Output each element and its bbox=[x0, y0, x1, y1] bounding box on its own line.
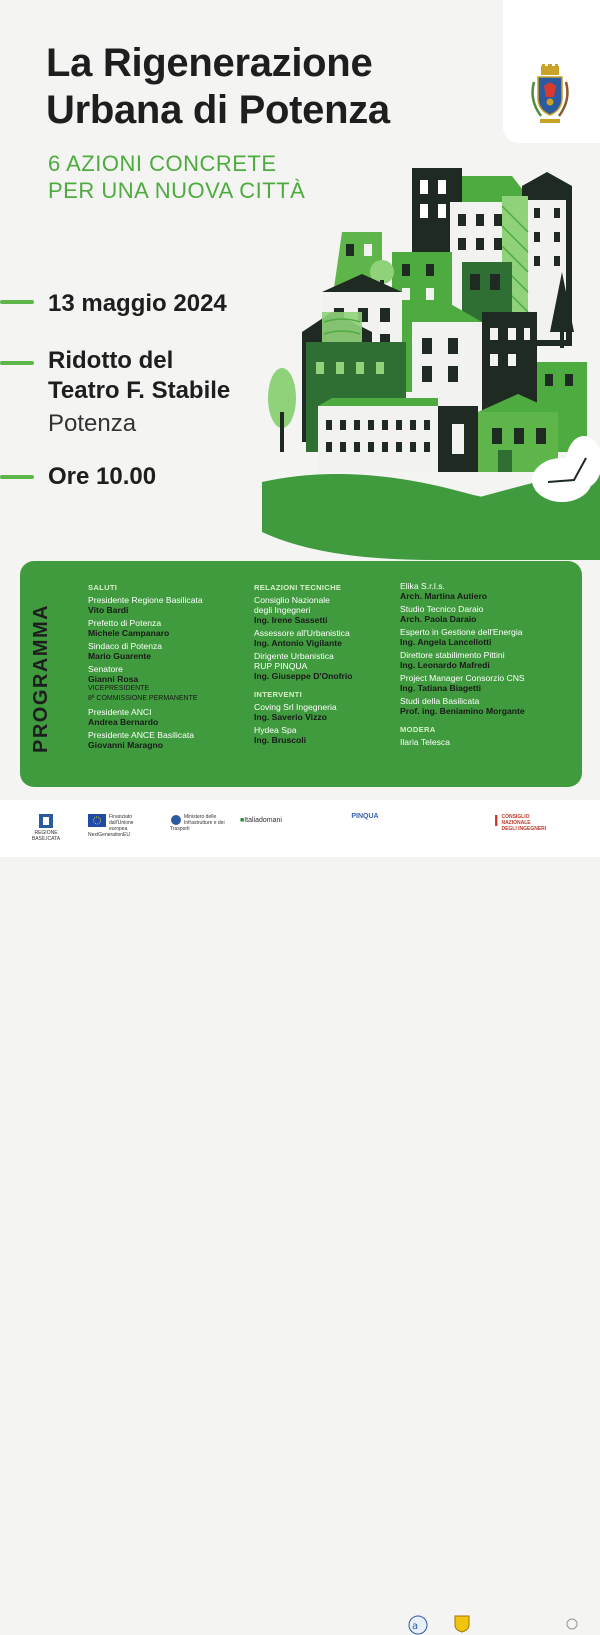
logo-regione-basilicata: REGIONE BASILICATA bbox=[26, 814, 66, 842]
program-entry: Project Manager Consorzio CNS Ing. Tatiana Biagetti bbox=[400, 673, 525, 693]
program-entry: Esperto in Gestione dell'Energia Ing. Angela Lancellotti bbox=[400, 627, 523, 647]
accent-bar-time bbox=[0, 475, 34, 479]
program-entry: Prefetto di Potenza Michele Campanaro bbox=[88, 618, 170, 638]
page-title bbox=[46, 40, 390, 134]
event-date: 13 maggio 2024 bbox=[48, 290, 227, 317]
section-heading-interventi: INTERVENTI bbox=[254, 690, 303, 699]
crest-box bbox=[503, 0, 600, 143]
program-entry: Hydea Spa Ing. Bruscoli bbox=[254, 725, 307, 745]
subtitle-line-1: 6 AZIONI CONCRETE bbox=[48, 151, 277, 176]
accent-bar-date bbox=[0, 300, 34, 304]
svg-text:a: a bbox=[412, 1621, 419, 1632]
section-heading-saluti: SALUTI bbox=[88, 583, 118, 592]
logo-unione-europea: Finanziato dall'Unione europea NextGenerationEU bbox=[88, 814, 134, 838]
program-entry: Assessore all'Urbanistica Ing. Antonio Vigilante bbox=[254, 628, 350, 648]
program-entry: Presidente Regione Basilicata Vito Bardi bbox=[88, 595, 203, 615]
section-heading-modera: MODERA bbox=[400, 725, 436, 734]
event-city: Potenza bbox=[48, 410, 137, 437]
logo-ministero: Ministero delle Infrastrutture e dei Trasporti bbox=[170, 814, 225, 832]
logo-pinqua: PINQUA bbox=[351, 813, 379, 820]
program-entry: Consiglio Nazionale degli Ingegneri Ing. Irene Sassetti bbox=[254, 595, 330, 625]
program-entry: Coving Srl Ingegneria Ing. Saverio Vizzo bbox=[254, 702, 337, 722]
programma-label: PROGRAMMA bbox=[30, 603, 52, 753]
logo-cni: ICONSIGLIO NAZIONALE DEGLI INGEGNERI bbox=[494, 813, 547, 832]
city-crest-icon bbox=[527, 64, 573, 130]
program-entry: Presidente ANCE Basilicata Giovanni Maragno bbox=[88, 730, 195, 750]
section-heading-relazioni: RELAZIONI TECNICHE bbox=[254, 583, 342, 592]
sponsor-logos-bar bbox=[0, 800, 600, 1632]
emblem-logo-icon bbox=[454, 1615, 470, 1633]
ance-logo-icon bbox=[408, 1615, 428, 1635]
accent-bar-venue bbox=[0, 361, 34, 365]
city-illustration bbox=[262, 162, 600, 560]
program-entry: Ilaria Telesca bbox=[400, 737, 450, 747]
regione-basilicata-icon bbox=[39, 814, 53, 828]
venue-line-1: Ridotto del bbox=[48, 347, 174, 374]
program-entry: Senatore Gianni Rosa VICEPRESIDENTE 8ª COMMISSIONE PERMANENTE bbox=[88, 664, 198, 702]
program-entry: Direttore stabilimento Pittini Ing. Leonardo Mafredi bbox=[400, 650, 505, 670]
program-entry: Studio Tecnico Daraio Arch. Paola Daraio bbox=[400, 604, 484, 624]
program-entry: Presidente ANCI Andrea Bernardo bbox=[88, 707, 159, 727]
program-column-2 bbox=[254, 583, 414, 748]
program-entry: Sindaco di Potenza Mario Guarente bbox=[88, 641, 163, 661]
program-column-1 bbox=[88, 583, 248, 753]
subtitle-line-2: PER UNA NUOVA CITTÀ bbox=[48, 178, 306, 203]
ministero-emblem-icon bbox=[170, 814, 182, 826]
program-entry: Studi della Basilicata Prof. ing. Beniamino Morgante bbox=[400, 696, 525, 716]
program-column-3 bbox=[400, 581, 570, 750]
title-line-1: La Rigenerazione bbox=[46, 41, 373, 85]
event-time: Ore 10.00 bbox=[48, 463, 157, 490]
program-entry: Dirigente Urbanistica RUP PINQUA Ing. Giuseppe D'Onofrio bbox=[254, 651, 353, 681]
eu-flag-icon bbox=[88, 814, 106, 827]
small-seal-icon bbox=[566, 1618, 578, 1630]
logo-italiadomani: ■Italiadomani bbox=[240, 817, 282, 824]
venue-line-2: Teatro F. Stabile bbox=[48, 377, 231, 404]
title-line-2: Urbana di Potenza bbox=[46, 88, 390, 132]
venue bbox=[48, 346, 230, 406]
program-entry: Elika S.r.l.s. Arch. Martina Autiero bbox=[400, 581, 488, 601]
